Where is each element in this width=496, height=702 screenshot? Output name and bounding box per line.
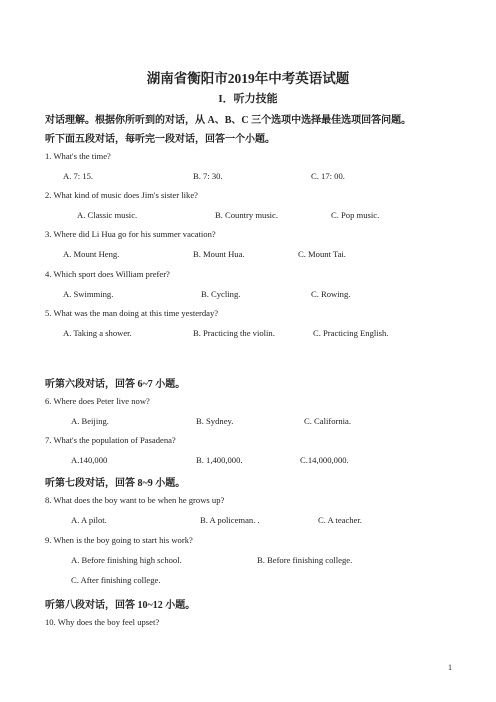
option-c: C. Mount Tai.: [298, 249, 346, 259]
instruction-part6: 听第六段对话，回答 6~7 小题。: [45, 379, 186, 390]
option-b: B. Practicing the violin.: [193, 328, 275, 338]
question-stem: 1. What's the time?: [45, 151, 111, 161]
option-a: A. Before finishing high school.: [71, 555, 182, 565]
option-a: A.140,000: [71, 455, 108, 465]
instruction-part8: 听第八段对话，回答 10~12 小题。: [45, 600, 196, 611]
instruction-part1: 听下面五段对话，每听完一段对话，回答一个小题。: [45, 134, 275, 145]
option-b: B. 7: 30.: [193, 171, 223, 181]
option-a: A. Beijing.: [71, 416, 109, 426]
option-b: B. 1,400,000.: [196, 455, 243, 465]
option-b: B. Mount Hua.: [193, 249, 245, 259]
option-c: C. A teacher.: [318, 515, 362, 525]
instruction-main: 对话理解。根据你所听到的对话，从 A、B、C 三个选项中选择最佳选项回答问题。: [45, 115, 412, 126]
page-number: 1: [448, 663, 452, 672]
option-c: C. Pop music.: [331, 210, 380, 220]
option-b: B. A policeman. .: [200, 515, 260, 525]
option-c: C. Rowing.: [311, 289, 351, 299]
question-stem: 9. When is the boy going to start his work?: [45, 535, 193, 545]
option-a: A. Taking a shower.: [63, 328, 132, 338]
option-b: B. Country music.: [215, 210, 279, 220]
option-a: A. Mount Heng.: [63, 249, 120, 259]
option-a: A. 7: 15.: [63, 171, 94, 181]
option-c: C. California.: [304, 416, 352, 426]
option-a: A. Classic music.: [77, 210, 138, 220]
question-stem: 5. What was the man doing at this time yesterday?: [45, 308, 219, 318]
option-b: B. Cycling.: [201, 289, 241, 299]
question-stem: 4. Which sport does William prefer?: [45, 269, 170, 279]
option-b: B. Before finishing college.: [257, 555, 353, 565]
question-stem: 6. Where does Peter live now?: [45, 396, 150, 406]
option-c: C. After finishing college.: [71, 575, 161, 585]
option-a: A. A pilot.: [71, 515, 107, 525]
option-b: B. Sydney.: [196, 416, 234, 426]
option-a: A. Swimming.: [63, 289, 114, 299]
question-stem: 8. What does the boy want to be when he grows up?: [45, 495, 225, 505]
question-stem: 7. What's the population of Pasadena?: [45, 435, 176, 445]
question-stem: 10. Why does the boy feel upset?: [45, 617, 160, 627]
option-c: C. 17: 00.: [311, 171, 345, 181]
question-stem: 2. What kind of music does Jim's sister like?: [45, 190, 198, 200]
question-stem: 3. Where did Li Hua go for his summer vacation?: [45, 229, 216, 239]
page-title: 湖南省衡阳市2019年中考英语试题: [146, 71, 350, 86]
option-c: C. Practicing English.: [313, 328, 389, 338]
section-heading: I．听力技能: [218, 93, 278, 105]
instruction-part7: 听第七段对话，回答 8~9 小题。: [45, 478, 186, 489]
option-c: C.14,000,000.: [300, 455, 349, 465]
